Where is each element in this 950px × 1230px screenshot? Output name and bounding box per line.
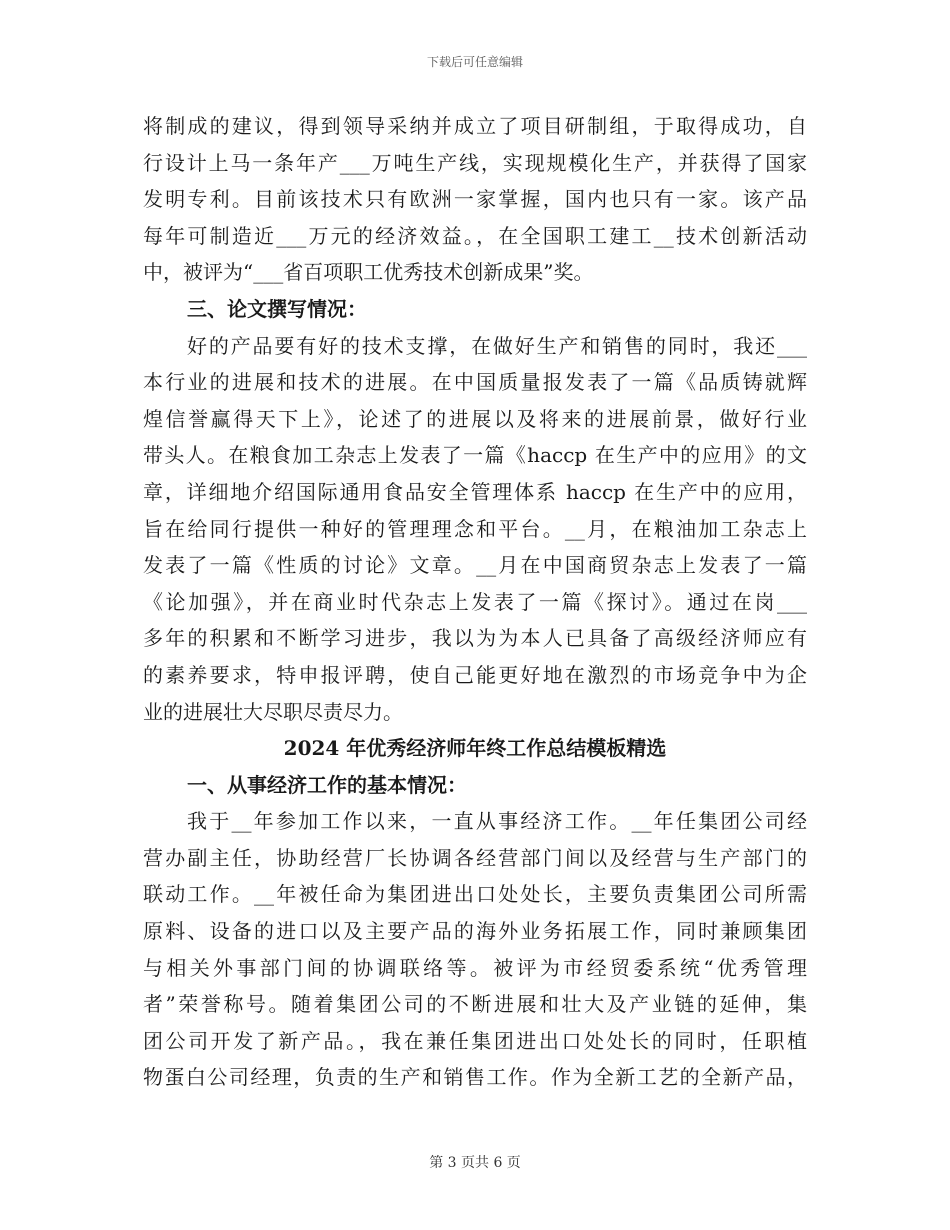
text-line: 章，详细地介绍国际通用食品安全管理体系 haccp 在生产中的应用，	[143, 479, 807, 504]
page-footer: 第 3 页共 6 页	[429, 1155, 521, 1171]
page-header: 下载后可任意编辑	[426, 55, 523, 69]
text-line: 中，被评为“___省百项职工优秀技术创新成果”奖。	[143, 260, 594, 285]
text-line: 多年的积累和不断学习进步，我以为为本人已具备了高级经济师应有	[143, 626, 807, 651]
text-line: 与相关外事部门间的协调联络等。被评为市经贸委系统“优秀管理	[143, 955, 807, 980]
text-line: 联动工作。__年被任命为集团进出口处处长，主要负责集团公司所需	[143, 882, 807, 907]
text-line: 的素养要求，特申报评聘，使自己能更好地在激烈的市场竞争中为企	[143, 662, 807, 687]
text-line: 旨在给同行提供一种好的管理理念和平台。__月，在粮油加工杂志上	[143, 516, 807, 541]
text-line: 发表了一篇《性质的讨论》文章。__月在中国商贸杂志上发表了一篇	[143, 553, 807, 578]
text-line: 者”荣誉称号。随着集团公司的不断进展和壮大及产业链的延伸，集	[143, 992, 807, 1017]
text-line: 带头人。在粮食加工杂志上发表了一篇《haccp 在生产中的应用》的文	[143, 443, 807, 468]
text-line: 每年可制造近___万元的经济效益。，在全国职工建工__技术创新活动	[143, 223, 807, 248]
document-body	[143, 108, 807, 1096]
section-heading: 一、从事经济工作的基本情况：	[187, 772, 467, 797]
text-line: 《论加强》，并在商业时代杂志上发表了一篇《探讨》。通过在岗___	[143, 589, 807, 614]
text-line: 本行业的进展和技术的进展。在中国质量报发表了一篇《品质铸就辉	[143, 370, 807, 395]
text-line: 业的进展壮大尽职尽责尽力。	[143, 699, 403, 724]
text-line: 将制成的建议，得到领导采纳并成立了项目研制组，于取得成功，自	[143, 114, 807, 138]
text-line: 行设计上马一条年产___万吨生产线，实现规模化生产，并获得了国家	[143, 150, 807, 175]
text-line: 营办副主任，协助经营厂长协调各经营部门间以及经营与生产部门的	[143, 845, 807, 870]
section-heading: 三、论文撰写情况：	[187, 296, 367, 321]
text-line: 原料、设备的进口以及主要产品的海外业务拓展工作，同时兼顾集团	[143, 919, 807, 944]
document-title: 2024 年优秀经济师年终工作总结模板精选	[283, 736, 667, 761]
text-line: 煌信誉赢得天下上》，论述了的进展以及将来的进展前景，做好行业	[143, 406, 807, 431]
text-line: 物蛋白公司经理，负责的生产和销售工作。作为全新工艺的全新产品，	[143, 1065, 807, 1090]
text-line: 团公司开发了新产品。，我在兼任集团进出口处处长的同时，任职植	[143, 1028, 807, 1053]
text-line: 好的产品要有好的技术支撑，在做好生产和销售的同时，我还___	[187, 333, 807, 358]
text-line: 发明专利。目前该技术只有欧洲一家掌握，国内也只有一家。该产品	[143, 187, 807, 212]
text-line: 我于__年参加工作以来，一直从事经济工作。__年任集团公司经	[187, 809, 807, 834]
